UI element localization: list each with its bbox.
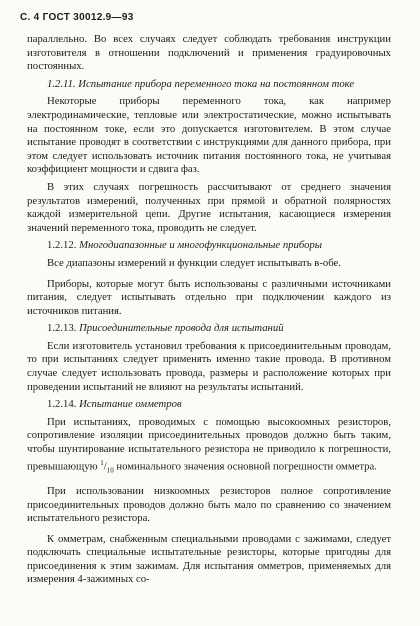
paragraph: Все диапазоны измерений и функции следует испытывать в-обе. [47, 256, 341, 269]
section-number: 1.2.12. [47, 239, 77, 252]
paragraph: Приборы, которые могут быть использованы с различными источниками питания, следует испытывать отдельно при подключении каждого из источников питания. [27, 277, 391, 317]
page-header: С. 4 ГОСТ 30012.9—93 [20, 12, 134, 23]
paragraph: Если изготовитель установил требования к присоединительным проводам, то при испытаниях следует применять именно такие провода. В противном случае следует использовать провода, размеры и расположение которых при проведении испытаний не влияют на результаты испытаний. [27, 339, 391, 393]
document-body [27, 33, 391, 594]
paragraph: Некоторые приборы переменного тока, как например электродинамические, тепловые или электростатические, можно испытывать на постоянном токе, если это допускается изготовителем. В этом случае испытание проводят в соответствии с инструкциями для данного прибора, при этом следует использовать источник питания постоянного тока, не учитывая коэффициент мощности и сдвига фаз. [27, 95, 391, 176]
paragraph: При использовании низкоомных резисторов полное сопротивление присоединительных проводов должно быть мало по сравнению со значением испытательного резистора. [27, 484, 391, 525]
paragraph: В этих случаях погрешность рассчитывают от среднего значения результатов измерений, полученных при прямой и обратной полярностях каждой измерительной цепи. Другие испытания, касающиеся измерения значений переменного тока, проводить не следует. [27, 180, 391, 234]
fraction-numerator: 1 [100, 458, 104, 467]
paragraph: параллельно. Во всех случаях следует соблюдать требования инструкции изготовителя в отношении подключений и применения градуировочных постоянных. [27, 33, 391, 73]
section-number: 1.2.14. [47, 398, 77, 411]
section-number: 1.2.13. [47, 322, 77, 335]
section-heading-1-2-13 [47, 322, 391, 336]
section-title: Присоединительные провода для испытаний [79, 322, 284, 335]
paragraph: При испытаниях, проводимых с помощью высокоомных резисторов, сопротивление изоляции присоединительных проводов должно быть таким, чтобы шунтирование испытательного резистора не приводило к погрешности, превышающую $^1/_{10}$ номинального значения основной погрешности омметра. [27, 415, 391, 475]
section-title: Многодиапазонные и многофункциональные приборы [79, 239, 323, 252]
section-heading-1-2-11: 1.2.11. Испытание прибора переменного тока на постоянном токе [47, 77, 355, 90]
section-heading-1-2-12 [47, 239, 391, 253]
section-title: Испытание омметров [79, 398, 182, 411]
section-heading-1-2-14 [47, 398, 391, 412]
text-run: номинального значения основной погрешности омметра. [113, 460, 377, 473]
paragraph: К омметрам, снабженным специальными проводами с зажимами, следует подключать специальные испытательные резисторы, которые пригодны для присоединения к этим зажимам. Для испытания омметров, применяемых для измерения 4-зажимных со- [27, 532, 391, 586]
fraction-denominator: 10 [106, 466, 114, 475]
text-run: При испытаниях, проводимых с помощью высокоомных резисторов, сопротивление изоляции присоединительных проводов должно быть таким, чтобы шунтирование испытательного резистора не приводило к погрешности, превышающую [27, 415, 391, 473]
